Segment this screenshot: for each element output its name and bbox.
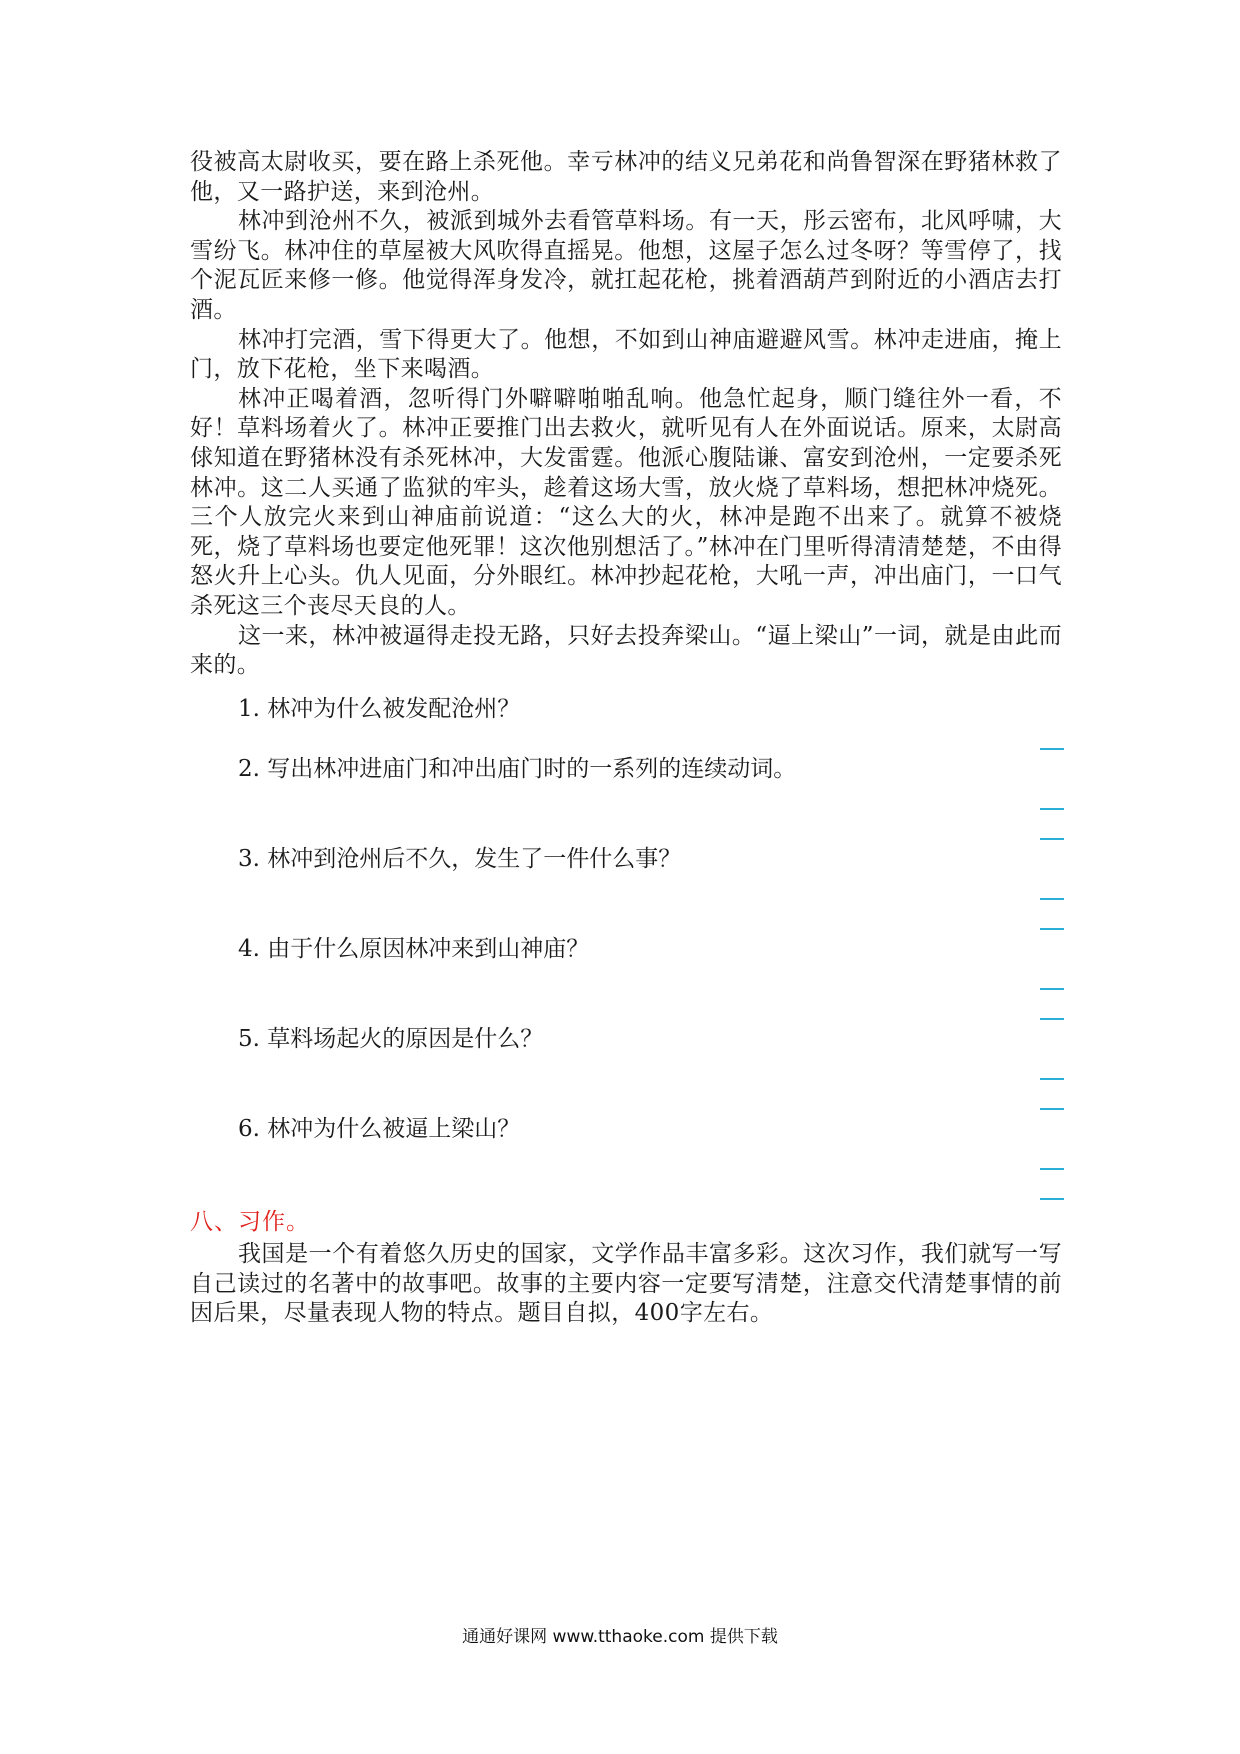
essay-text: 我国是一个有着悠久历史的国家，文学作品丰富多彩。这次习作，我们就写一写自己读过的名著中的故事吧。故事的主要内容一定要写清楚，注意交代清楚事情的前因后果，尽量表现人物的特点。题目自拟，400字左右。 [190, 1241, 1062, 1327]
question-3: 3. 林冲到沧州后不久，发生了一件什么事？ [238, 846, 682, 872]
answer-line[interactable] [1040, 898, 1064, 900]
answer-line[interactable] [1040, 1018, 1064, 1020]
story-paragraph: 这一来，林冲被逼得走投无路，只好去投奔梁山。“逼上梁山”一词，就是由此而来的。 [190, 622, 1062, 679]
story-paragraph: 林冲打完酒，雪下得更大了。他想，不如到山神庙避避风雪。林冲走进庙，掩上门，放下花枪，坐下来喝酒。 [190, 326, 1062, 383]
story-text [190, 148, 1062, 681]
answer-line[interactable] [1040, 1078, 1064, 1080]
answer-line[interactable] [1040, 1108, 1064, 1110]
essay-instructions [190, 1240, 1062, 1329]
question-6: 6. 林冲为什么被逼上梁山？ [238, 1116, 521, 1142]
answer-line[interactable] [1040, 1168, 1064, 1170]
question-5: 5. 草料场起火的原因是什么？ [238, 1026, 544, 1052]
question-2: 2. 写出林冲进庙门和冲出庙门时的一系列的连续动词。 [238, 756, 797, 782]
story-paragraph: 林冲正喝着酒，忽听得门外噼噼啪啪乱响。他急忙起身，顺门缝往外一看，不好！草料场着火了。林冲正要推门出去救火，就听见有人在外面说话。原来，太尉高俅知道在野猪林没有杀死林冲，大发雷霆。他派心腹陆谦、富安到沧州，一定要杀死林冲。这二人买通了监狱的牢头，趁着这场大雪，放火烧了草料场，想把林冲烧死。三个人放完火来到山神庙前说道：“这么大的火，林冲是跑不出来了。就算不被烧死，烧了草料场也要定他死罪！这次他别想活了。”林冲在门里听得清清楚楚，不由得怒火升上心头。仇人见面，分外眼红。林冲抄起花枪，大吼一声，冲出庙门，一口气杀死这三个丧尽天良的人。 [190, 385, 1062, 619]
question-1: 1. 林冲为什么被发配沧州？ [238, 696, 521, 722]
answer-line[interactable] [1040, 928, 1064, 930]
answer-line[interactable] [1040, 748, 1064, 750]
story-paragraph: 林冲到沧州不久，被派到城外去看管草料场。有一天，彤云密布，北风呼啸，大雪纷飞。林冲住的草屋被大风吹得直摇晃。他想，这屋子怎么过冬呀？等雪停了，找个泥瓦匠来修一修。他觉得浑身发冷，就扛起花枪，挑着酒葫芦到附近的小酒店去打酒。 [190, 208, 1062, 323]
question-4: 4. 由于什么原因林冲来到山神庙？ [238, 936, 590, 962]
story-paragraph: 役被高太尉收买，要在路上杀死他。幸亏林冲的结义兄弟花和尚鲁智深在野猪林救了他，又一路护送，来到沧州。 [190, 149, 1062, 205]
footer-credit: 通通好课网 www.tthaoke.com 提供下载 [462, 1627, 778, 1647]
answer-line[interactable] [1040, 1198, 1064, 1200]
section-title: 八、习作。 [190, 1209, 310, 1235]
answer-line[interactable] [1040, 988, 1064, 990]
answer-line[interactable] [1040, 808, 1064, 810]
answer-line[interactable] [1040, 838, 1064, 840]
